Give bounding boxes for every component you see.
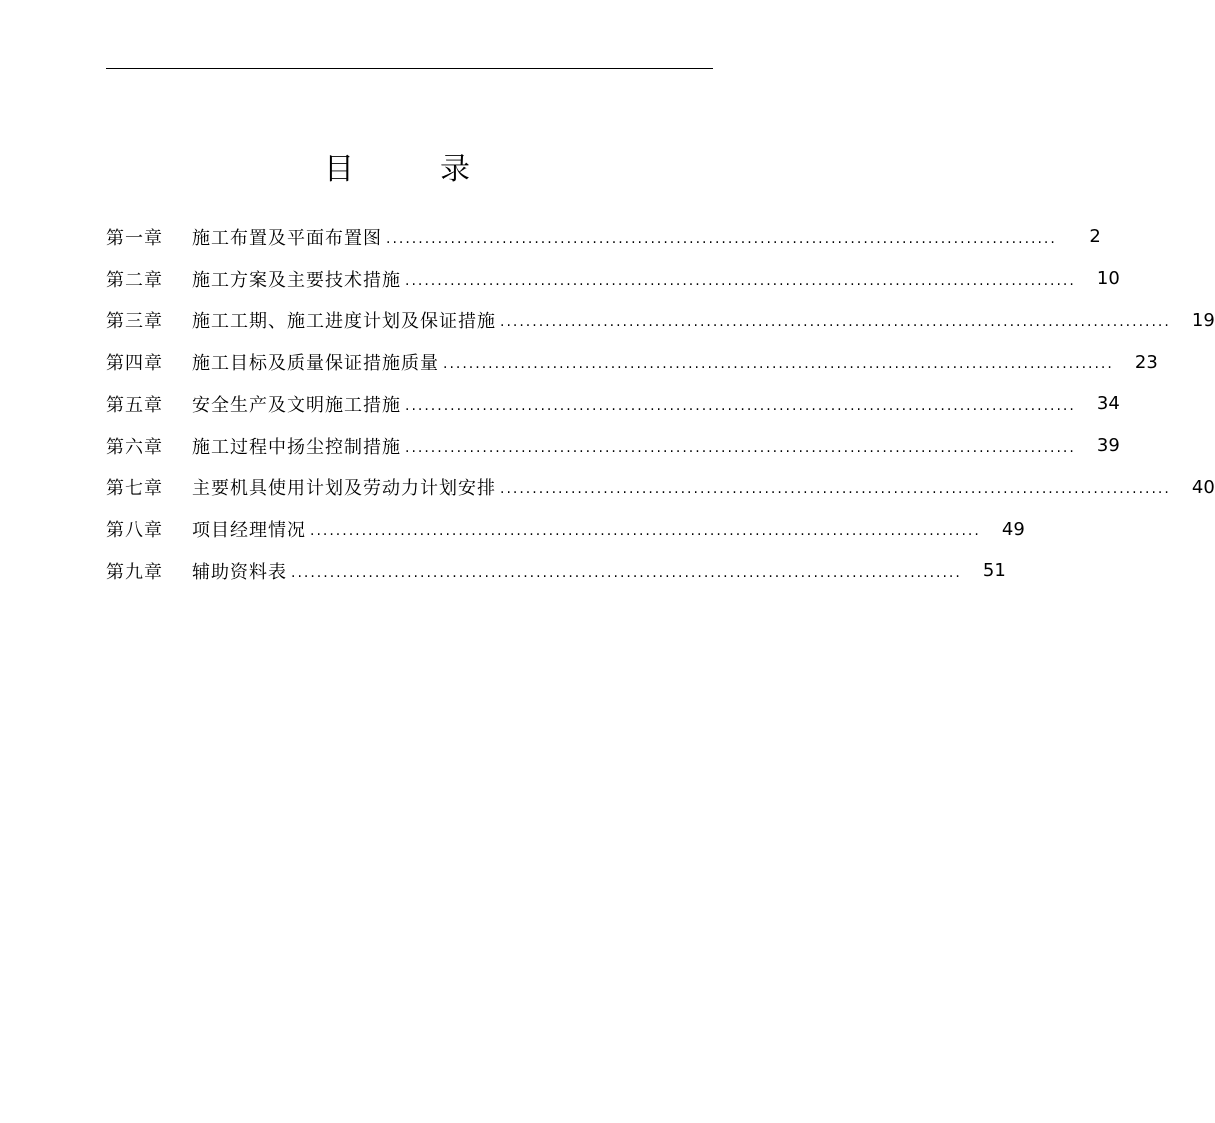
toc-leader: ........................................................................................................ <box>386 230 1057 247</box>
toc-name: 施工过程中扬尘控制措施 <box>192 436 401 458</box>
toc-leader: ........................................................................................................ <box>500 314 1171 331</box>
header-rule <box>106 68 713 69</box>
toc-chapter: 第八章 <box>106 520 163 542</box>
toc-chapter: 第六章 <box>106 436 163 458</box>
toc-page: 23 <box>1134 351 1158 373</box>
toc-entry[interactable] <box>106 341 1158 383</box>
toc-name: 施工方案及主要技术措施 <box>192 269 401 291</box>
toc-page: 49 <box>1001 518 1025 540</box>
toc-chapter: 第九章 <box>106 561 163 583</box>
toc-chapter: 第三章 <box>106 311 163 333</box>
toc-entry[interactable] <box>106 300 1215 342</box>
toc-entry[interactable] <box>106 383 1120 425</box>
toc-page: 40 <box>1191 476 1215 498</box>
toc-leader: ........................................................................................................ <box>310 523 981 540</box>
toc-name: 安全生产及文明施工措施 <box>192 394 401 416</box>
toc-leader: ........................................................................................................ <box>405 439 1076 456</box>
toc-chapter: 第七章 <box>106 478 163 500</box>
toc-page: 34 <box>1096 393 1120 415</box>
toc-name: 施工目标及质量保证措施质量 <box>192 353 439 375</box>
toc-entry[interactable] <box>106 425 1120 467</box>
toc-chapter: 第五章 <box>106 394 163 416</box>
toc-page: 51 <box>982 560 1006 582</box>
toc-leader: ........................................................................................................ <box>443 356 1114 373</box>
toc-leader: ........................................................................................................ <box>405 397 1076 414</box>
toc-entry[interactable] <box>106 258 1120 300</box>
toc-chapter: 第一章 <box>106 227 163 249</box>
toc-name: 施工工期、施工进度计划及保证措施 <box>192 311 496 333</box>
toc-entry[interactable] <box>106 508 1025 550</box>
toc-leader: ........................................................................................................ <box>500 481 1171 498</box>
toc-name: 辅助资料表 <box>192 561 287 583</box>
toc-name: 施工布置及平面布置图 <box>192 227 382 249</box>
toc-page: 39 <box>1096 435 1120 457</box>
toc-chapter: 第二章 <box>106 269 163 291</box>
toc-list <box>106 216 1215 592</box>
toc-page: 10 <box>1096 268 1120 290</box>
toc-leader: ........................................................................................................ <box>405 272 1076 289</box>
page-title: 目 录 <box>324 152 498 187</box>
toc-name: 项目经理情况 <box>192 520 306 542</box>
toc-leader: ........................................................................................................ <box>291 564 962 581</box>
toc-entry[interactable] <box>106 467 1215 509</box>
toc-chapter: 第四章 <box>106 353 163 375</box>
toc-entry[interactable] <box>106 216 1101 258</box>
toc-entry[interactable] <box>106 550 1006 592</box>
toc-name: 主要机具使用计划及劳动力计划安排 <box>192 478 496 500</box>
toc-page: 2 <box>1089 226 1101 248</box>
toc-page: 19 <box>1191 309 1215 331</box>
